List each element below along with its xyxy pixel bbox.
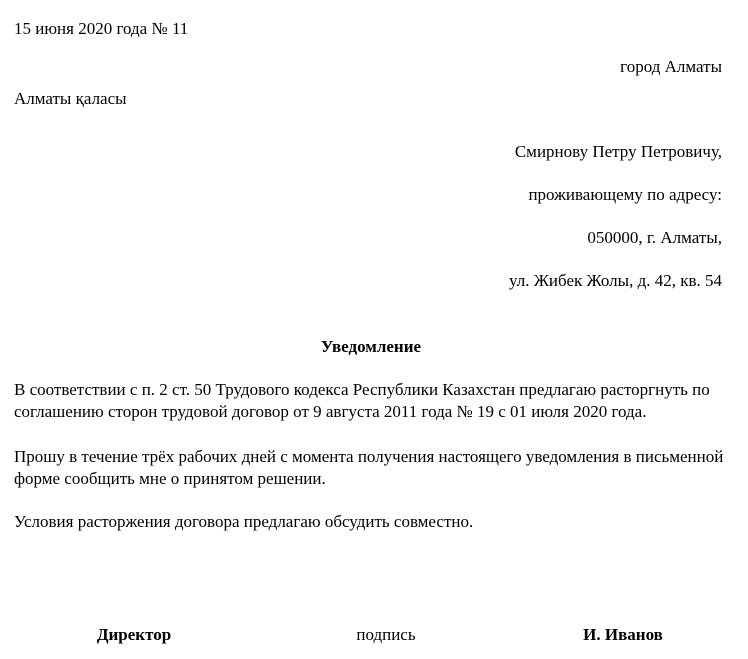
- document-date-number: 15 июня 2020 года № 11: [14, 19, 189, 38]
- signature-placeholder: подпись: [356, 625, 416, 644]
- body-paragraph-1: В соответствии с п. 2 ст. 50 Трудового кодекса Республики Казахстан предлагаю расторгнуть по соглашению сторон трудовой договор от 9 августа 2011 года № 19 с 01 июля 2020 года.: [14, 379, 710, 422]
- document-city-right: город Алматы: [620, 56, 722, 76]
- addressee-line-city: 050000, г. Алматы,: [587, 227, 722, 247]
- signature-role: Директор: [96, 625, 172, 644]
- addressee-line-name: Смирнову Петру Петровичу,: [514, 141, 722, 161]
- signature-row: [14, 625, 728, 645]
- document-city-kazakh: Алматы қаласы: [14, 88, 127, 108]
- signature-name: И. Иванов: [583, 625, 663, 644]
- addressee-line-street: ул. Жибек Жолы, д. 42, кв. 54: [508, 270, 722, 290]
- addressee-block: [14, 143, 722, 289]
- body-paragraph-2: Прошу в течение трёх рабочих дней с момента получения настоящего уведомления в письменной форме сообщить мне о принятом решении.: [14, 446, 724, 489]
- document-title: Уведомление: [320, 336, 422, 356]
- addressee-line-residence: проживающему по адресу:: [528, 184, 722, 204]
- body-paragraph-3: Условия расторжения договора предлагаю обсудить совместно.: [14, 511, 474, 531]
